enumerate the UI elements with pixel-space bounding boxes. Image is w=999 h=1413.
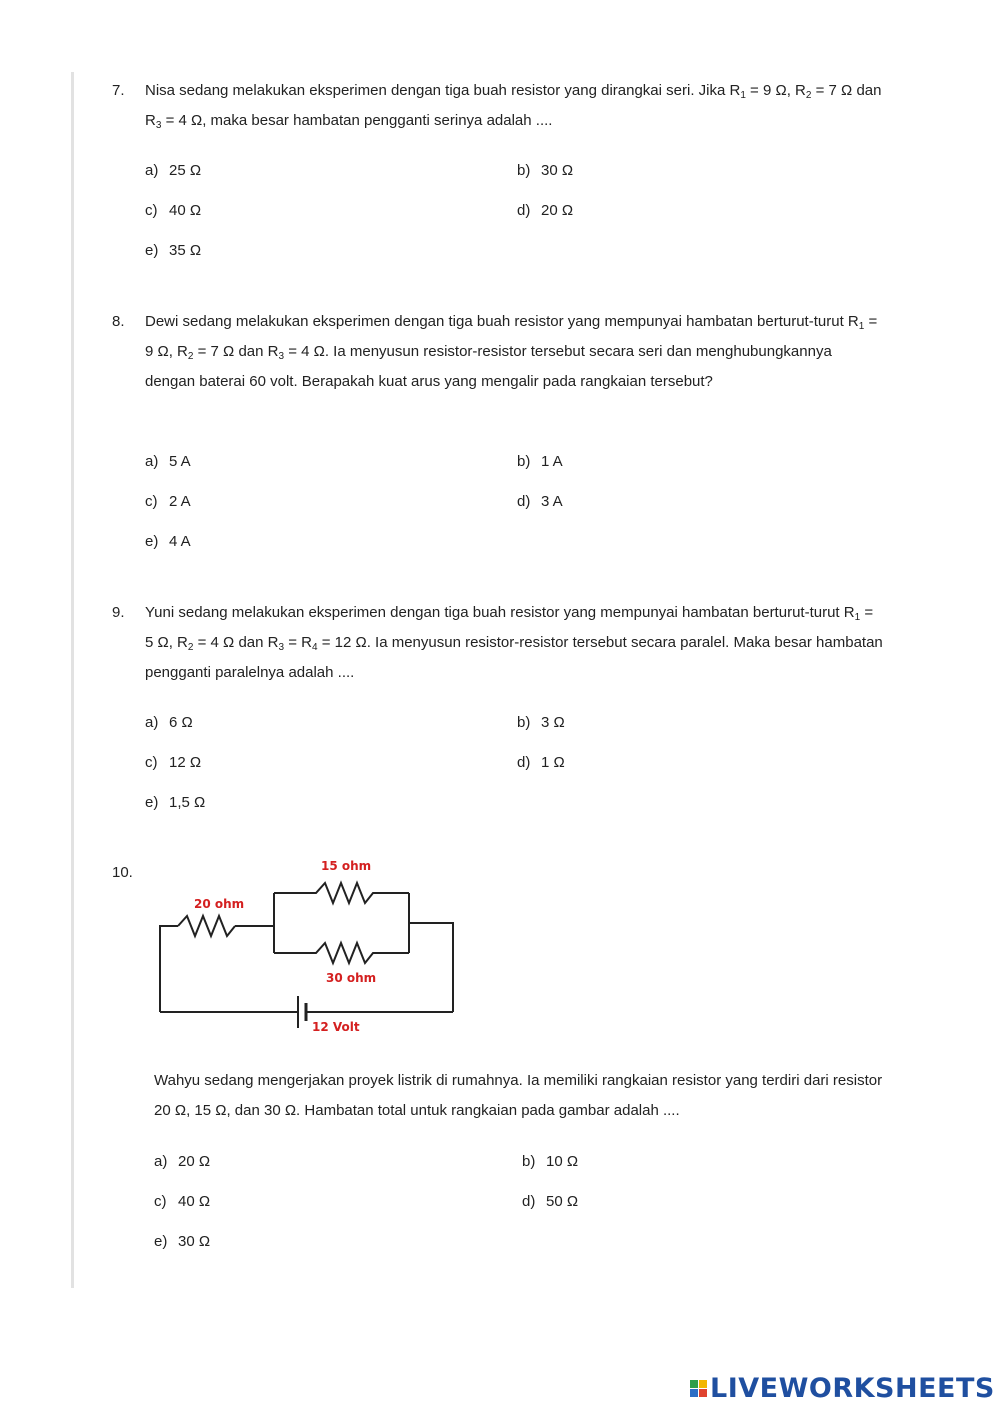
option-c[interactable]: c) 2 A <box>145 493 191 510</box>
logo-square <box>690 1380 698 1388</box>
question-number: 8. <box>112 313 125 330</box>
option-a[interactable]: a) 5 A <box>145 453 191 470</box>
logo-square <box>690 1389 698 1397</box>
option-d[interactable]: d) 1 Ω <box>517 754 565 771</box>
option-e[interactable]: e) 4 A <box>145 533 191 550</box>
label-20-ohm: 20 ohm <box>194 897 245 911</box>
option-c[interactable]: c) 12 Ω <box>145 754 202 771</box>
option-a[interactable]: a) 20 Ω <box>154 1153 211 1170</box>
resistor-20-ohm <box>178 916 235 936</box>
question-number: 9. <box>112 604 125 621</box>
option-b[interactable]: b) 30 Ω <box>517 162 574 179</box>
liveworksheets-logo[interactable] <box>690 1373 995 1403</box>
option-b[interactable]: b) 3 Ω <box>517 714 565 731</box>
wire-right <box>409 923 453 1012</box>
question-number: 10. <box>112 864 133 881</box>
label-30-ohm: 30 ohm <box>326 971 377 985</box>
logo-square <box>699 1389 707 1397</box>
left-margin-rule <box>71 72 74 1288</box>
option-c[interactable]: c) 40 Ω <box>154 1193 211 1210</box>
option-a[interactable]: a) 6 Ω <box>145 714 193 731</box>
question-number: 7. <box>112 82 125 99</box>
circuit-diagram <box>150 853 465 1045</box>
wire-top-branch <box>274 883 409 903</box>
wire-left <box>160 926 178 1012</box>
option-d[interactable]: d) 50 Ω <box>522 1193 579 1210</box>
question-text: Nisa sedang melakukan eksperimen dengan tiga buah resistor yang dirangkai seri. Jika $R_1 = 9$ Ω, $R_2 = 7$ Ω dan $R_3 = 4$ Ω, maka besar hambatan pengganti serinya adalah .... <box>145 82 882 131</box>
option-e[interactable]: e) 35 Ω <box>145 242 202 259</box>
option-d[interactable]: d) 20 Ω <box>517 202 574 219</box>
option-b[interactable]: b) 1 A <box>517 453 563 470</box>
label-12-volt: 12 Volt <box>312 1020 360 1034</box>
logo-mark-icon <box>690 1380 707 1397</box>
option-e[interactable]: e) 1,5 Ω <box>145 794 206 811</box>
wire-bottom-branch <box>274 943 409 963</box>
logo-square <box>699 1380 707 1388</box>
option-d[interactable]: d) 3 A <box>517 493 563 510</box>
option-b[interactable]: b) 10 Ω <box>522 1153 579 1170</box>
question-text: Wahyu sedang mengerjakan proyek listrik di rumahnya. Ia memiliki rangkaian resistor yang terdiri dari resistor 20 Ω, 15 Ω, dan 30 Ω. Hambatan total untuk rangkaian pada gambar adalah .... <box>154 1072 883 1119</box>
question-text: Yuni sedang melakukan eksperimen dengan tiga buah resistor yang mempunyai hambatan berturut-turut $R_1 = 5$ Ω, $R_2 = 4$ Ω dan $R_3 = R_4 = 12$ Ω. Ia menyusun resistor-resistor tersebut secara paralel. Maka besar hambatan pengganti paralelnya adalah .... <box>145 604 883 681</box>
option-c[interactable]: c) 40 Ω <box>145 202 202 219</box>
logo-text: LIVEWORKSHEETS <box>710 1372 995 1404</box>
question-text: Dewi sedang melakukan eksperimen dengan tiga buah resistor yang mempunyai hambatan berturut-turut $R_1 = 9$ Ω, $R_2 = 7$ Ω dan $R_3 = 4$ Ω. Ia menyusun resistor-resistor tersebut secara seri dan menghubungkannya dengan baterai 60 volt. Berapakah kuat arus yang mengalir pada rangkaian tersebut? <box>145 313 878 390</box>
option-e[interactable]: e) 30 Ω <box>154 1233 211 1250</box>
label-15-ohm: 15 ohm <box>321 859 372 873</box>
option-a[interactable]: a) 25 Ω <box>145 162 202 179</box>
